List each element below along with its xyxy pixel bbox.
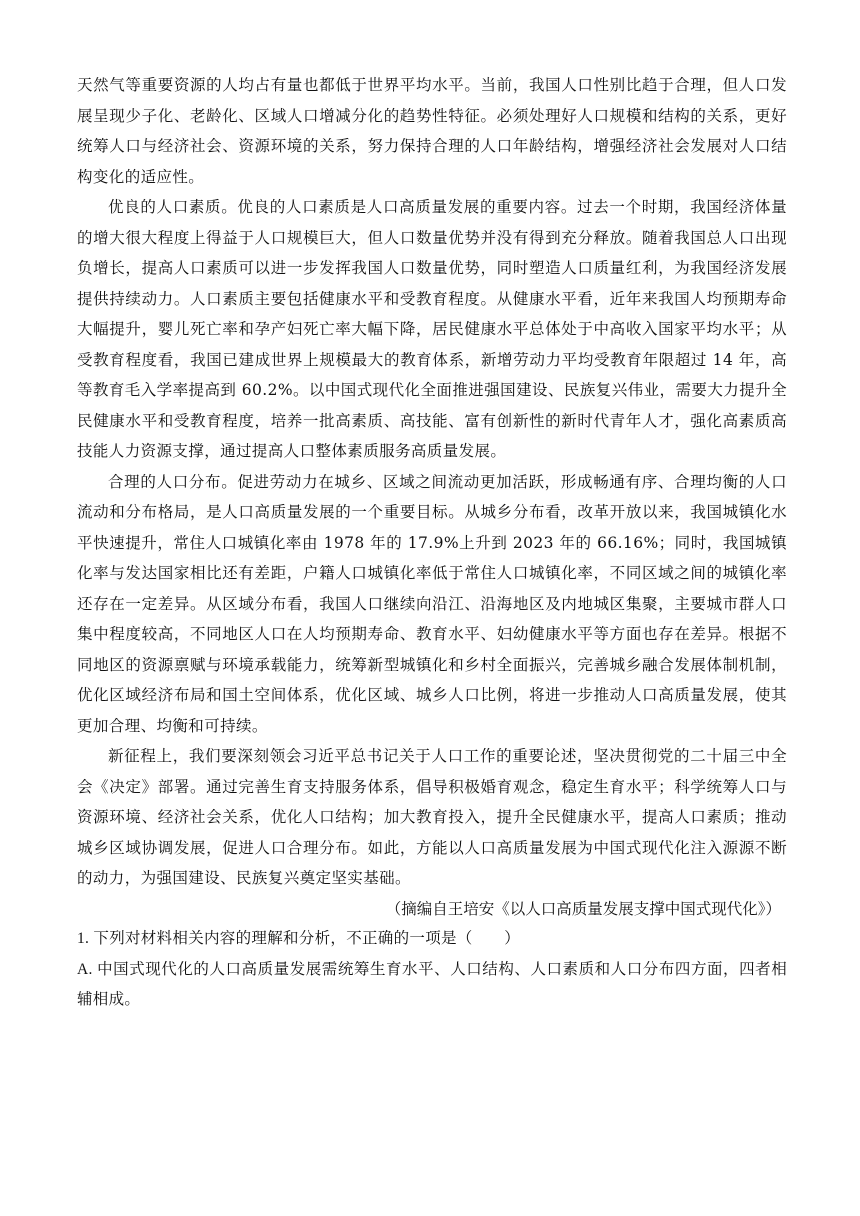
paragraph-population-quality: 优良的人口素质。优良的人口素质是人口高质量发展的重要内容。过去一个时期，我国经济体量的增大很大程度上得益于人口规模巨大，但人口数量优势并没有得到充分释放。随着我国总人口出现负增长，提高人口素质可以进一步发挥我国人口数量优势，同时塑造人口质量红利，为我国经济发展提供持续动力。人口素质主要包括健康水平和受教育程度。从健康水平看，近年来我国人均预期寿命大幅提升，婴儿死亡率和孕产妇死亡率大幅下降，居民健康水平总体处于中高收入国家平均水平；从受教育程度看，我国已建成世界上规模最大的教育体系，新增劳动力平均受教育年限超过 14 年，高等教育毛入学率提高到 60.2%。以中国式现代化全面推进强国建设、民族复兴伟业，需要大力提升全民健康水平和受教育程度，培养一批高素质、高技能、富有创新性的新时代青年人才，强化高素质高技能人力资源支撑，通过提高人口整体素质服务高质量发展。 bbox=[77, 198, 787, 460]
paragraph-population-structure: 天然气等重要资源的人均占有量也都低于世界平均水平。当前，我国人口性别比趋于合理，但人口发展呈现少子化、老龄化、区域人口增减分化的趋势性特征。必须处理好人口规模和结构的关系，更好统筹人口与经济社会、资源环境的关系，努力保持合理的人口年龄结构，增强经济社会发展对人口结构变化的适应性。 bbox=[77, 76, 787, 186]
paragraph-population-distribution: 合理的人口分布。促进劳动力在城乡、区域之间流动更加活跃，形成畅通有序、合理均衡的人口流动和分布格局，是人口高质量发展的一个重要目标。从城乡分布看，改革开放以来，我国城镇化水平快速提升，常住人口城镇化率由 1978 年的 17.9%上升到 2023 年的 66.16%；同时，我国城镇化率与发达国家相比还有差距，户籍人口城镇化率低于常住人口城镇化率，不同区域之间的城镇化率还存在一定差异。从区域分布看，我国人口继续向沿江、沿海地区及内地城区集聚，主要城市群人口集中程度较高，不同地区人口在人均预期寿命、教育水平、妇幼健康水平等方面也存在差异。根据不同地区的资源禀赋与环境承载能力，统筹新型城镇化和乡村全面振兴，完善城乡融合发展体制机制，优化区域经济布局和国土空间体系，优化区域、城乡人口比例，将进一步推动人口高质量发展，使其更加合理、均衡和可持续。 bbox=[77, 472, 787, 735]
paragraph-new-journey: 新征程上，我们要深刻领会习近平总书记关于人口工作的重要论述，坚决贯彻党的二十届三中全会《决定》部署。通过完善生育支持服务体系，倡导积极婚育观念，稳定生育水平；科学统筹人口与资源环境、经济社会关系，优化人口结构；加大教育投入，提升全民健康水平，提高人口素质；推动城乡区域协调发展，促进人口合理分布。如此，方能以人口高质量发展为中国式现代化注入源源不断的动力，为强国建设、民族复兴奠定坚实基础。 bbox=[77, 747, 787, 887]
document-page bbox=[77, 70, 787, 1016]
question-stem: 1. 下列对材料相关内容的理解和分析，不正确的一项是（ ） bbox=[77, 930, 521, 947]
option-a: A. 中国式现代化的人口高质量发展需统筹生育水平、人口结构、人口素质和人口分布四方面，四者相辅相成。 bbox=[77, 960, 787, 1008]
article-source: （摘编自王培安《以人口高质量发展支撑中国式现代化》） bbox=[385, 899, 781, 918]
